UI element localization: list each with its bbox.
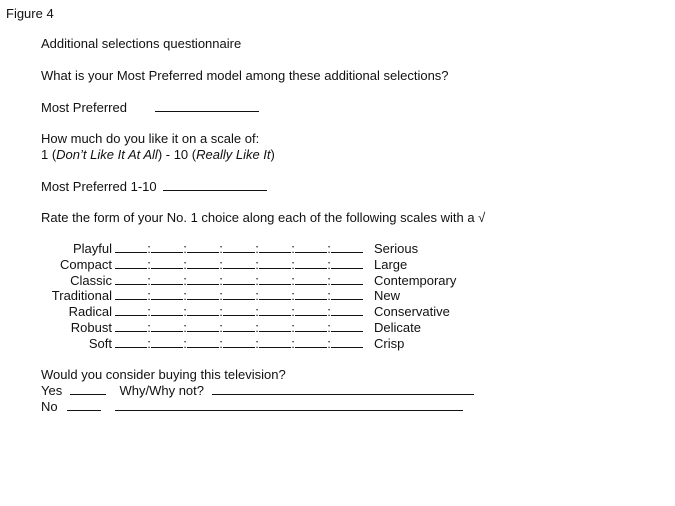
scale-separator: : [219, 272, 223, 288]
scale-prefix: 1 ( [41, 147, 57, 162]
scale-left-label: Classic [70, 272, 112, 288]
no-label: No [41, 399, 58, 414]
scale-separator: : [255, 335, 259, 351]
scale-blanks [115, 241, 363, 256]
scale-point-blank[interactable] [295, 336, 327, 348]
scale-point-blank[interactable] [259, 304, 291, 316]
scale-low-label: Don’t Like It At All [56, 147, 158, 162]
scale-point-blank[interactable] [295, 273, 327, 285]
scale-left-label: Robust [70, 320, 112, 335]
scale-point-blank[interactable] [259, 273, 291, 285]
scale-blanks [115, 273, 363, 288]
scale-separator: : [291, 272, 295, 288]
scale-point-blank[interactable] [151, 257, 183, 269]
scale-separator: : [183, 335, 187, 351]
yes-blank[interactable] [70, 383, 106, 395]
scale-point-blank[interactable] [295, 304, 327, 316]
scale-blanks [115, 304, 363, 319]
scale-separator: : [291, 288, 295, 304]
scale-separator: : [327, 256, 331, 272]
scale-point-blank[interactable] [187, 336, 219, 348]
scale-separator: : [255, 288, 259, 304]
scale-blanks [115, 336, 363, 351]
scale-left-label: Radical [68, 304, 112, 320]
scale-separator: : [219, 304, 223, 320]
scale-point-blank[interactable] [151, 336, 183, 348]
question-most-preferred: What is your Most Preferred model among these additional selections? [41, 68, 449, 83]
scale-point-blank[interactable] [331, 336, 363, 348]
scale-separator: : [327, 272, 331, 288]
scale-point-blank[interactable] [259, 336, 291, 348]
scale-separator: : [255, 304, 259, 320]
scale-right-label: Delicate [374, 320, 421, 335]
scale-point-blank[interactable] [223, 304, 255, 316]
scale-point-blank[interactable] [115, 273, 147, 285]
scale-point-blank[interactable] [115, 257, 147, 269]
scale-separator: : [147, 272, 151, 288]
most-preferred-label: Most Preferred [41, 100, 127, 115]
scale-point-blank[interactable] [115, 336, 147, 348]
scale-separator: : [147, 256, 151, 272]
questionnaire-title: Additional selections questionnaire [41, 36, 242, 51]
scale-point-blank[interactable] [187, 288, 219, 300]
scale-point-blank[interactable] [223, 288, 255, 300]
scale-suffix: ) [270, 147, 275, 162]
scale-point-blank[interactable] [151, 241, 183, 253]
most-preferred-scale-label: Most Preferred 1-10 [41, 179, 157, 194]
scale-separator: : [255, 272, 259, 288]
scale-mid: ) - 10 ( [157, 147, 197, 162]
scale-row [0, 320, 675, 335]
figure-label: Figure 4 [6, 6, 54, 21]
scale-separator: : [183, 304, 187, 320]
scale-blanks [115, 288, 363, 303]
scale-point-blank[interactable] [295, 320, 327, 332]
scale-separator: : [327, 335, 331, 351]
scale-separator: : [219, 288, 223, 304]
scale-separator: : [183, 256, 187, 272]
scale-separator: : [327, 320, 331, 335]
scale-right-label: Crisp [374, 335, 405, 351]
scale-point-blank[interactable] [151, 304, 183, 316]
scale-row [0, 288, 675, 303]
why-blank[interactable] [212, 383, 474, 395]
scale-point-blank[interactable] [331, 320, 363, 332]
scale-separator: : [183, 241, 187, 256]
scale-point-blank[interactable] [295, 241, 327, 253]
scale-point-blank[interactable] [151, 288, 183, 300]
scale-left-label: Soft [88, 335, 112, 351]
scale-row [0, 257, 675, 272]
why-label: Why/Why not? [119, 383, 204, 398]
scale-separator: : [291, 304, 295, 320]
scale-point-blank[interactable] [187, 304, 219, 316]
scale-separator: : [327, 304, 331, 320]
scale-point-blank[interactable] [115, 320, 147, 332]
scale-high-label: Really Like It [196, 147, 271, 162]
scale-separator: : [147, 335, 151, 351]
scale-separator: : [147, 288, 151, 304]
scale-separator: : [291, 335, 295, 351]
scale-separator: : [291, 320, 295, 335]
scale-row [0, 336, 675, 351]
yes-label: Yes [41, 383, 63, 398]
yes-row [41, 383, 474, 398]
scale-row [0, 273, 675, 288]
scale-point-blank[interactable] [259, 288, 291, 300]
scale-point-blank[interactable] [151, 320, 183, 332]
scale-row [0, 304, 675, 319]
scale-separator: : [255, 256, 259, 272]
scale-right-label: Contemporary [374, 272, 457, 288]
scale-separator: : [183, 272, 187, 288]
scale-point-blank[interactable] [331, 304, 363, 316]
scale-point-blank[interactable] [223, 241, 255, 253]
scale-blanks [115, 257, 363, 272]
scale-separator: : [147, 304, 151, 320]
scale-separator: : [183, 288, 187, 304]
scale-point-blank[interactable] [295, 257, 327, 269]
scale-point-blank[interactable] [187, 273, 219, 285]
scale-right-label: New [374, 288, 401, 304]
scale-point-blank[interactable] [187, 241, 219, 253]
scale-point-blank[interactable] [259, 320, 291, 332]
scale-point-blank[interactable] [331, 257, 363, 269]
scale-point-blank[interactable] [295, 288, 327, 300]
scale-separator: : [327, 241, 331, 256]
scale-point-blank[interactable] [223, 320, 255, 332]
scale-point-blank[interactable] [115, 288, 147, 300]
scale-separator: : [219, 335, 223, 351]
scale-separator: : [219, 256, 223, 272]
scale-separator: : [219, 320, 223, 335]
scale-point-blank[interactable] [331, 273, 363, 285]
question-scale-line1: How much do you like it on a scale of: [41, 131, 260, 146]
scale-right-label: Serious [374, 241, 419, 256]
scale-point-blank[interactable] [223, 336, 255, 348]
scale-left-label: Compact [59, 256, 112, 272]
scale-point-blank[interactable] [223, 257, 255, 269]
scale-right-label: Large [374, 256, 408, 272]
scale-point-blank[interactable] [187, 320, 219, 332]
scale-blanks [115, 320, 363, 335]
no-reason-blank[interactable] [115, 399, 463, 411]
scale-point-blank[interactable] [331, 241, 363, 253]
scale-left-label: Traditional [51, 288, 112, 304]
no-blank[interactable] [67, 399, 101, 411]
scale-separator: : [291, 241, 295, 256]
scale-separator: : [147, 241, 151, 256]
question-rate-form: Rate the form of your No. 1 choice along each of the following scales with a √ [41, 210, 486, 225]
scale-point-blank[interactable] [115, 304, 147, 316]
scale-point-blank[interactable] [223, 273, 255, 285]
scale-point-blank[interactable] [151, 273, 183, 285]
scale-point-blank[interactable] [259, 257, 291, 269]
scale-point-blank[interactable] [259, 241, 291, 253]
scale-right-label: Conservative [374, 304, 450, 320]
scale-row [0, 241, 675, 256]
scale-separator: : [147, 320, 151, 335]
scale-separator: : [255, 241, 259, 256]
no-row [41, 399, 463, 414]
scale-point-blank[interactable] [187, 257, 219, 269]
scale-left-label: Playful [72, 241, 112, 256]
question-buy: Would you consider buying this television? [41, 367, 286, 382]
scale-separator: : [327, 288, 331, 304]
scale-separator: : [219, 241, 223, 256]
scale-point-blank[interactable] [115, 241, 147, 253]
scale-point-blank[interactable] [331, 288, 363, 300]
scale-separator: : [255, 320, 259, 335]
scale-separator: : [291, 256, 295, 272]
scale-separator: : [183, 320, 187, 335]
